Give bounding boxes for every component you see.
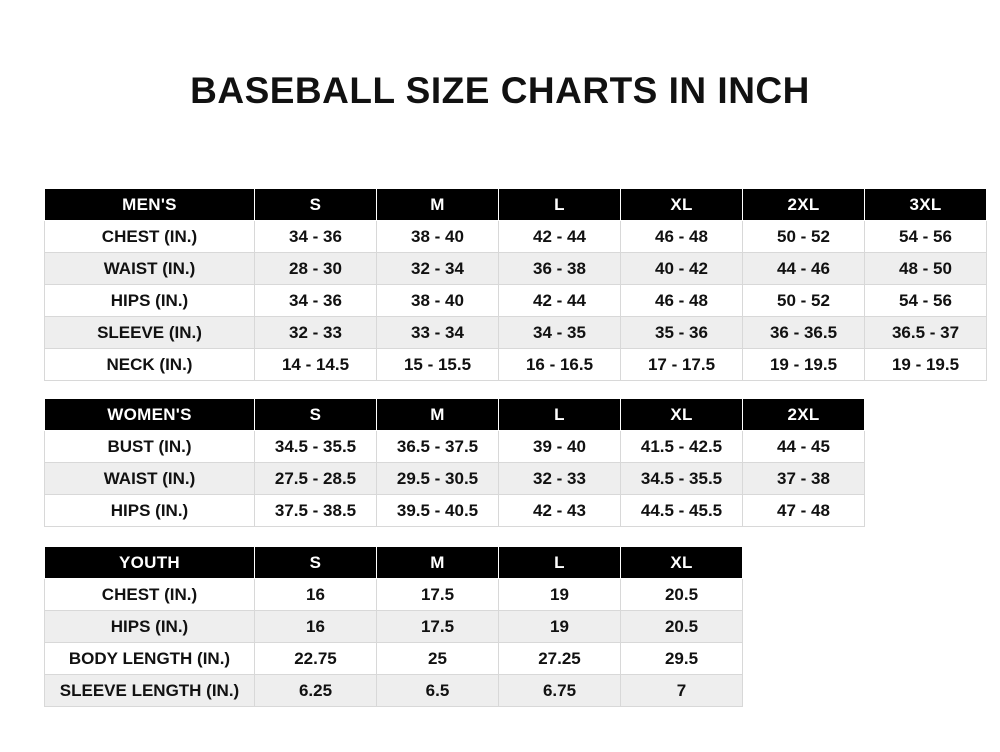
table-cell: 44 - 46 [743, 253, 865, 285]
table-row [45, 463, 865, 495]
table-cell: 54 - 56 [865, 285, 987, 317]
column-header: XL [621, 547, 743, 579]
table-cell: 50 - 52 [743, 285, 865, 317]
column-header: WOMEN'S [45, 399, 255, 431]
table-cell: 41.5 - 42.5 [621, 431, 743, 463]
table-cell: 36 - 36.5 [743, 317, 865, 349]
table-cell: 39.5 - 40.5 [377, 495, 499, 527]
womens-size-table [44, 398, 865, 527]
table-cell: 46 - 48 [621, 221, 743, 253]
column-header: M [377, 399, 499, 431]
table-cell: 34 - 36 [255, 285, 377, 317]
table-header-row [45, 547, 743, 579]
table-cell: 38 - 40 [377, 285, 499, 317]
table-cell: 6.75 [499, 675, 621, 707]
table-row [45, 579, 743, 611]
youth-table-body [45, 579, 743, 707]
column-header: S [255, 547, 377, 579]
table-cell: 22.75 [255, 643, 377, 675]
table-cell: 42 - 44 [499, 285, 621, 317]
table-row [45, 495, 865, 527]
table-row [45, 643, 743, 675]
table-cell: 46 - 48 [621, 285, 743, 317]
table-cell: 19 - 19.5 [743, 349, 865, 381]
row-header: CHEST (IN.) [45, 579, 255, 611]
table-cell: 36.5 - 37 [865, 317, 987, 349]
row-header: CHEST (IN.) [45, 221, 255, 253]
table-cell: 6.5 [377, 675, 499, 707]
youth-table-header [45, 547, 743, 579]
table-row [45, 285, 987, 317]
table-cell: 20.5 [621, 579, 743, 611]
table-cell: 17.5 [377, 611, 499, 643]
table-cell: 44.5 - 45.5 [621, 495, 743, 527]
table-header-row [45, 189, 987, 221]
table-cell: 15 - 15.5 [377, 349, 499, 381]
table-cell: 44 - 45 [743, 431, 865, 463]
table-cell: 16 [255, 611, 377, 643]
table-cell: 19 [499, 611, 621, 643]
column-header: YOUTH [45, 547, 255, 579]
column-header: M [377, 189, 499, 221]
table-row [45, 349, 987, 381]
table-cell: 27.5 - 28.5 [255, 463, 377, 495]
table-header-row [45, 399, 865, 431]
mens-table-body [45, 221, 987, 381]
womens-table-body [45, 431, 865, 527]
table-cell: 27.25 [499, 643, 621, 675]
table-cell: 16 [255, 579, 377, 611]
table-row [45, 253, 987, 285]
table-row [45, 611, 743, 643]
table-cell: 42 - 44 [499, 221, 621, 253]
table-cell: 17.5 [377, 579, 499, 611]
column-header: L [499, 189, 621, 221]
table-cell: 34 - 36 [255, 221, 377, 253]
table-row [45, 317, 987, 349]
table-cell: 32 - 33 [255, 317, 377, 349]
column-header: 2XL [743, 189, 865, 221]
page-title: BASEBALL SIZE CHARTS IN INCH [190, 70, 810, 111]
table-cell: 42 - 43 [499, 495, 621, 527]
row-header: HIPS (IN.) [45, 611, 255, 643]
table-cell: 25 [377, 643, 499, 675]
row-header: BUST (IN.) [45, 431, 255, 463]
table-cell: 34 - 35 [499, 317, 621, 349]
mens-size-table [44, 188, 987, 381]
table-cell: 16 - 16.5 [499, 349, 621, 381]
table-cell: 37 - 38 [743, 463, 865, 495]
row-header: SLEEVE LENGTH (IN.) [45, 675, 255, 707]
table-cell: 17 - 17.5 [621, 349, 743, 381]
table-cell: 47 - 48 [743, 495, 865, 527]
table-cell: 40 - 42 [621, 253, 743, 285]
column-header: S [255, 399, 377, 431]
row-header: BODY LENGTH (IN.) [45, 643, 255, 675]
table-cell: 29.5 - 30.5 [377, 463, 499, 495]
column-header: S [255, 189, 377, 221]
row-header: WAIST (IN.) [45, 253, 255, 285]
table-row [45, 431, 865, 463]
table-cell: 36.5 - 37.5 [377, 431, 499, 463]
table-cell: 39 - 40 [499, 431, 621, 463]
table-cell: 32 - 34 [377, 253, 499, 285]
table-cell: 19 [499, 579, 621, 611]
table-cell: 35 - 36 [621, 317, 743, 349]
column-header: XL [621, 399, 743, 431]
table-row [45, 675, 743, 707]
table-cell: 50 - 52 [743, 221, 865, 253]
row-header: WAIST (IN.) [45, 463, 255, 495]
row-header: SLEEVE (IN.) [45, 317, 255, 349]
table-cell: 20.5 [621, 611, 743, 643]
column-header: 3XL [865, 189, 987, 221]
table-cell: 28 - 30 [255, 253, 377, 285]
table-cell: 32 - 33 [499, 463, 621, 495]
table-cell: 14 - 14.5 [255, 349, 377, 381]
table-cell: 34.5 - 35.5 [621, 463, 743, 495]
youth-size-table [44, 546, 743, 707]
table-cell: 19 - 19.5 [865, 349, 987, 381]
table-cell: 37.5 - 38.5 [255, 495, 377, 527]
womens-table-header [45, 399, 865, 431]
table-cell: 29.5 [621, 643, 743, 675]
table-cell: 6.25 [255, 675, 377, 707]
table-cell: 36 - 38 [499, 253, 621, 285]
column-header: L [499, 547, 621, 579]
table-row [45, 221, 987, 253]
column-header: XL [621, 189, 743, 221]
table-cell: 7 [621, 675, 743, 707]
column-header: MEN'S [45, 189, 255, 221]
table-cell: 34.5 - 35.5 [255, 431, 377, 463]
column-header: L [499, 399, 621, 431]
row-header: HIPS (IN.) [45, 285, 255, 317]
column-header: M [377, 547, 499, 579]
table-cell: 48 - 50 [865, 253, 987, 285]
table-cell: 54 - 56 [865, 221, 987, 253]
mens-table-header [45, 189, 987, 221]
column-header: 2XL [743, 399, 865, 431]
table-cell: 33 - 34 [377, 317, 499, 349]
row-header: NECK (IN.) [45, 349, 255, 381]
row-header: HIPS (IN.) [45, 495, 255, 527]
table-cell: 38 - 40 [377, 221, 499, 253]
